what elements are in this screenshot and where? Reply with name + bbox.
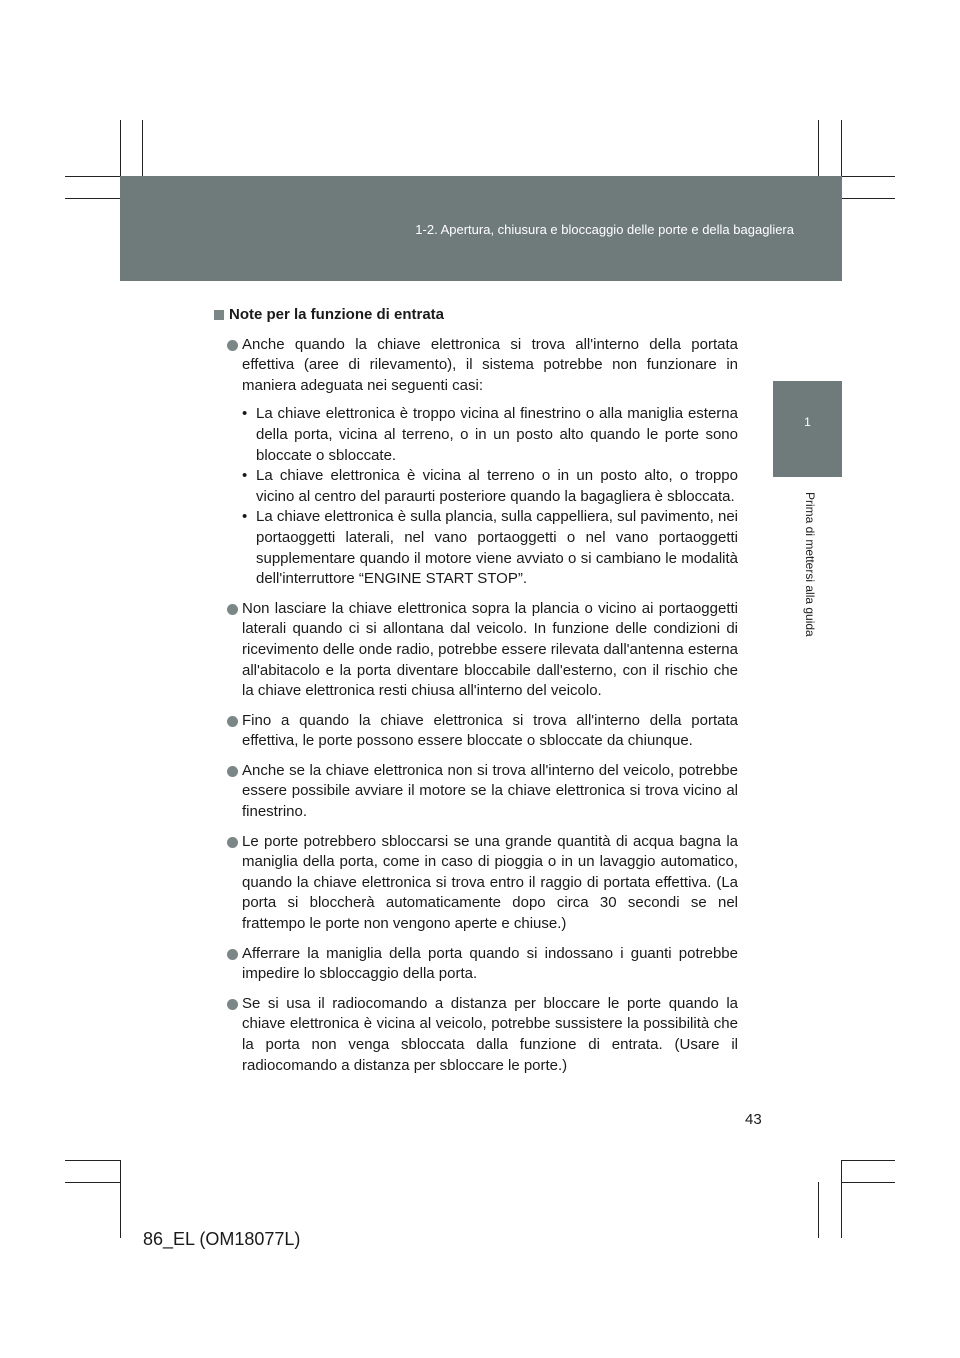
crop-mark bbox=[841, 1160, 842, 1238]
crop-mark bbox=[842, 198, 895, 199]
sub-list-item bbox=[242, 466, 738, 507]
crop-mark bbox=[120, 1160, 121, 1238]
circle-bullet-icon bbox=[227, 716, 238, 727]
list-item-text: Anche quando la chiave elettronica si trova all'interno della portata effettiva (aree di rilevamento), il sistema potrebbe non funzionare in maniera adeguata nei seguenti casi: bbox=[242, 335, 738, 394]
circle-bullet-icon bbox=[227, 340, 238, 351]
crop-mark bbox=[65, 1160, 120, 1161]
list-item-text: Se si usa il radiocomando a distanza per bloccare le porte quando la chiave elettronica è vicina al veicolo, potrebbe sussistere la possibilità che la porta non venga sbloccata dalla funzione di entrata. (Usare il radiocomando a distanza per sbloccare le porte.) bbox=[242, 994, 738, 1074]
circle-bullet-icon bbox=[227, 837, 238, 848]
crop-mark bbox=[842, 1182, 895, 1183]
main-content bbox=[214, 305, 738, 1085]
section-title: 1-2. Apertura, chiusura e bloccaggio delle porte e della bagagliera bbox=[415, 222, 794, 237]
sub-list-item bbox=[242, 507, 738, 589]
chapter-title: Prima di mettersi alla guida bbox=[803, 492, 817, 637]
content-heading bbox=[214, 305, 738, 326]
list-item bbox=[214, 711, 738, 752]
crop-mark bbox=[65, 198, 120, 199]
crop-mark bbox=[842, 1160, 895, 1161]
list-item bbox=[214, 761, 738, 823]
sub-list-item-text: La chiave elettronica è troppo vicina al finestrino o alla maniglia esterna della porta, vicina al terreno, o in un posto alto quando le porte sono bloccate o sbloccate. bbox=[256, 405, 738, 464]
section-header bbox=[120, 176, 842, 281]
square-bullet-icon bbox=[214, 310, 224, 320]
crop-mark bbox=[65, 176, 120, 177]
circle-bullet-icon bbox=[227, 999, 238, 1010]
crop-mark bbox=[65, 1182, 120, 1183]
circle-bullet-icon bbox=[227, 604, 238, 615]
list-item bbox=[214, 944, 738, 985]
content-heading-text: Note per la funzione di entrata bbox=[229, 306, 445, 323]
crop-mark bbox=[842, 176, 895, 177]
crop-mark bbox=[841, 120, 842, 176]
list-item bbox=[214, 994, 738, 1076]
circle-bullet-icon bbox=[227, 766, 238, 777]
list-item-text: Non lasciare la chiave elettronica sopra la plancia o vicino ai portaoggetti laterali quando ci si allontana dal veicolo. In funzione delle condizioni di ricevimento delle onde radio, potrebbe essere rilevata dall'antenna esterna all'abitacolo e la porta diventare bloccabile dall'esterno, con il rischio che la chiave elettronica resti chiusa all'interno del veicolo. bbox=[242, 599, 738, 700]
list-item-text: Afferrare la maniglia della porta quando si indossano i guanti potrebbe impedire lo sbloccaggio della porta. bbox=[242, 944, 738, 983]
list-item bbox=[214, 335, 738, 590]
circle-bullet-icon bbox=[227, 949, 238, 960]
list-item-text: Fino a quando la chiave elettronica si trova all'interno della portata effettiva, le porte possono essere bloccate o sbloccate da chiunque. bbox=[242, 711, 738, 750]
list-item bbox=[214, 832, 738, 935]
sub-list-item bbox=[242, 404, 738, 466]
document-code: 86_EL (OM18077L) bbox=[143, 1229, 301, 1249]
chapter-tab bbox=[773, 381, 842, 477]
sub-list-item-text: La chiave elettronica è sulla plancia, sulla cappelliera, sul pavimento, nei portaoggetti laterali, nel vano portaoggetti o nel vano portaoggetti supplementare quando il motore viene avviato o si cambiano le modalità dell'interruttore “ENGINE START STOP”. bbox=[256, 508, 738, 588]
crop-mark bbox=[818, 1182, 819, 1238]
crop-mark bbox=[818, 120, 819, 176]
crop-mark bbox=[120, 120, 121, 176]
dot-bullet-icon: • bbox=[242, 508, 248, 526]
list-item-text: Anche se la chiave elettronica non si trova all'interno del veicolo, potrebbe essere possibile avviare il motore se la chiave elettronica si trova vicino al finestrino. bbox=[242, 761, 738, 821]
list-item bbox=[214, 599, 738, 702]
page-number: 43 bbox=[745, 1111, 762, 1128]
dot-bullet-icon: • bbox=[242, 405, 248, 423]
dot-bullet-icon: • bbox=[242, 467, 248, 485]
list-item-text: Le porte potrebbero sbloccarsi se una grande quantità di acqua bagna la maniglia della porta, come in caso di pioggia o in un lavaggio automatico, quando la chiave elettronica si trova entro il raggio di portata effettiva. (La porta si bloccherà automaticamente dopo circa 30 secondi se nel frattempo le porte non vengono aperte e chiuse.) bbox=[242, 832, 738, 933]
sub-list-item-text: La chiave elettronica è vicina al terreno o in un posto alto, o troppo vicino al centro del paraurti posteriore quando la bagagliera è sbloccata. bbox=[256, 467, 738, 505]
sub-list bbox=[242, 404, 738, 589]
chapter-number: 1 bbox=[804, 415, 811, 429]
crop-mark bbox=[142, 120, 143, 176]
